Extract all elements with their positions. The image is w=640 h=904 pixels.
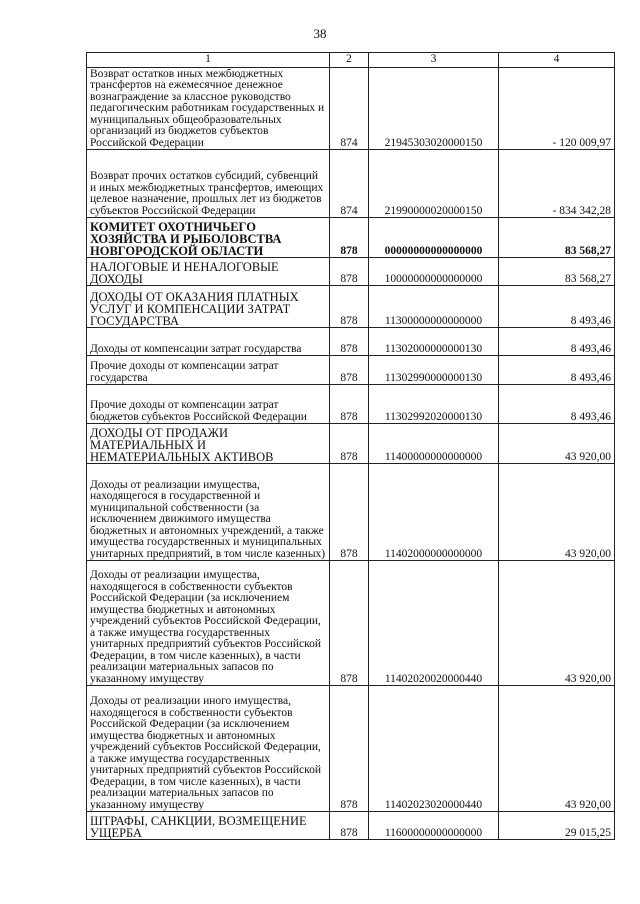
row-budget-code: 11402000000000000 — [369, 464, 499, 561]
row-amount: - 120 009,97 — [499, 68, 615, 150]
row-admin-code: 878 — [330, 424, 369, 464]
row-admin-code: 874 — [330, 68, 369, 150]
row-budget-code: 21945303020000150 — [369, 68, 499, 150]
header-col-4: 4 — [499, 53, 615, 68]
row-name: Доходы от компенсации затрат государства — [87, 328, 330, 356]
table-row — [87, 561, 615, 686]
row-budget-code: 11600000000000000 — [369, 812, 499, 840]
table-row — [87, 68, 615, 150]
row-admin-code: 878 — [330, 812, 369, 840]
header-col-3: 3 — [369, 53, 499, 68]
table-row — [87, 258, 615, 286]
row-admin-code: 878 — [330, 356, 369, 385]
row-name: Возврат остатков иных межбюджетных трансфертов на ежемесячное денежное вознаграждение за классное руководство педагогическим работникам государственных и муниципальных общеобразовательных организаций из бюджетов субъектов Российской Федерации — [87, 68, 330, 150]
row-amount: 43 920,00 — [499, 464, 615, 561]
row-name: ДОХОДЫ ОТ ПРОДАЖИ МАТЕРИАЛЬНЫХ И НЕМАТЕРИАЛЬНЫХ АКТИВОВ — [87, 424, 330, 464]
row-admin-code: 878 — [330, 286, 369, 328]
row-budget-code: 11402023020000440 — [369, 686, 499, 812]
table-row — [87, 464, 615, 561]
row-budget-code: 11302990000000130 — [369, 356, 499, 385]
row-amount: 8 493,46 — [499, 356, 615, 385]
row-amount: 83 568,27 — [499, 258, 615, 286]
page-number: 38 — [313, 26, 327, 41]
revenue-table — [86, 52, 615, 840]
row-amount: 83 568,27 — [499, 218, 615, 258]
row-admin-code: 878 — [330, 218, 369, 258]
row-name: Доходы от реализации имущества, находящегося в собственности субъектов Российской Федерации (за исключением имущества бюджетных и автономных учреждений субъектов Российской Федерации, а также имущества государственных унитарных предприятий субъектов Российской Федерации, в том числе казенных), в части реализации материальных запасов по указанному имуществу — [87, 561, 330, 686]
row-name: КОМИТЕТ ОХОТНИЧЬЕГО ХОЗЯЙСТВА И РЫБОЛОВСТВА НОВГОРОДСКОЙ ОБЛАСТИ — [87, 218, 330, 258]
row-admin-code: 878 — [330, 464, 369, 561]
row-name: Прочие доходы от компенсации затрат бюджетов субъектов Российской Федерации — [87, 385, 330, 424]
row-amount: 43 920,00 — [499, 424, 615, 464]
table-row — [87, 686, 615, 812]
header-col-2: 2 — [330, 53, 369, 68]
row-name: НАЛОГОВЫЕ И НЕНАЛОГОВЫЕ ДОХОДЫ — [87, 258, 330, 286]
row-amount: 8 493,46 — [499, 385, 615, 424]
row-budget-code: 21990000020000150 — [369, 150, 499, 218]
row-budget-code: 11302992020000130 — [369, 385, 499, 424]
row-amount: 8 493,46 — [499, 286, 615, 328]
row-budget-code: 10000000000000000 — [369, 258, 499, 286]
row-admin-code: 878 — [330, 258, 369, 286]
row-name: Доходы от реализации иного имущества, находящегося в собственности субъектов Российской Федерации (за исключением имущества бюджетных и автономных учреждений субъектов Российской Федерации, а также имущества государственных унитарных предприятий субъектов Российской Федерации, в том числе казенных), в части реализации материальных запасов по указанному имуществу — [87, 686, 330, 812]
row-name: ДОХОДЫ ОТ ОКАЗАНИЯ ПЛАТНЫХ УСЛУГ И КОМПЕНСАЦИИ ЗАТРАТ ГОСУДАРСТВА — [87, 286, 330, 328]
table-row — [87, 286, 615, 328]
row-amount: 43 920,00 — [499, 561, 615, 686]
header-col-1: 1 — [87, 53, 330, 68]
row-amount: 29 015,25 — [499, 812, 615, 840]
row-budget-code: 11402020020000440 — [369, 561, 499, 686]
table-row — [87, 356, 615, 385]
row-name: Доходы от реализации имущества, находящегося в государственной и муниципальной собственности (за исключением движимого имущества бюджетных и автономных учреждений, а также имущества государственных и муниципальных унитарных предприятий, в том числе казенных) — [87, 464, 330, 561]
row-admin-code: 874 — [330, 150, 369, 218]
table-row — [87, 328, 615, 356]
table-row — [87, 150, 615, 218]
table-header-row — [87, 53, 615, 68]
row-name: Возврат прочих остатков субсидий, субвенций и иных межбюджетных трансфертов, имеющих целевое назначение, прошлых лет из бюджетов субъектов Российской Федерации — [87, 150, 330, 218]
row-amount: 8 493,46 — [499, 328, 615, 356]
row-admin-code: 878 — [330, 385, 369, 424]
row-name: Прочие доходы от компенсации затрат государства — [87, 356, 330, 385]
row-admin-code: 878 — [330, 328, 369, 356]
row-budget-code: 11300000000000000 — [369, 286, 499, 328]
row-amount: 43 920,00 — [499, 686, 615, 812]
table-row — [87, 812, 615, 840]
row-budget-code: 11400000000000000 — [369, 424, 499, 464]
row-name: ШТРАФЫ, САНКЦИИ, ВОЗМЕЩЕНИЕ УЩЕРБА — [87, 812, 330, 840]
table-row — [87, 385, 615, 424]
row-budget-code: 11302000000000130 — [369, 328, 499, 356]
row-admin-code: 878 — [330, 686, 369, 812]
table-row — [87, 424, 615, 464]
row-amount: - 834 342,28 — [499, 150, 615, 218]
row-admin-code: 878 — [330, 561, 369, 686]
row-budget-code: 00000000000000000 — [369, 218, 499, 258]
table-row — [87, 218, 615, 258]
